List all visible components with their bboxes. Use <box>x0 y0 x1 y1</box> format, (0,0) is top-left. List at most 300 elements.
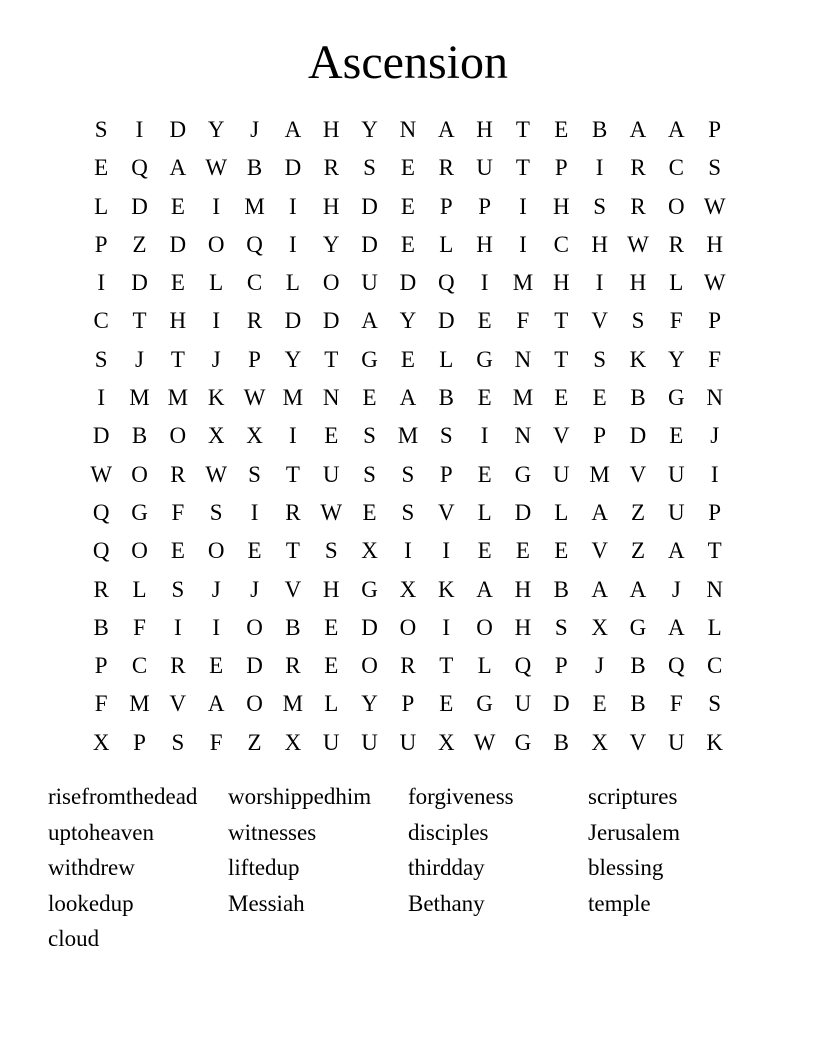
grid-letter[interactable]: C <box>553 231 569 257</box>
grid-letter[interactable]: U <box>668 461 685 487</box>
grid-row <box>82 341 734 379</box>
grid-letter[interactable]: E <box>592 691 607 717</box>
grid-letter[interactable]: S <box>324 538 338 564</box>
grid-letter[interactable]: V <box>591 308 608 334</box>
grid-letter[interactable]: O <box>668 193 685 219</box>
grid-letter[interactable]: D <box>552 691 570 717</box>
grid-letter[interactable]: G <box>514 461 532 487</box>
grid-letter[interactable]: E <box>669 423 684 449</box>
grid-letter[interactable]: F <box>708 346 722 372</box>
grid-letter[interactable]: A <box>284 117 302 142</box>
grid-letter[interactable]: A <box>629 576 647 602</box>
grid-letter[interactable]: U <box>476 155 493 181</box>
grid-letter[interactable]: S <box>593 346 607 372</box>
grid-letter[interactable]: Z <box>132 231 147 257</box>
grid-letter[interactable]: L <box>554 499 569 525</box>
grid-letter[interactable]: H <box>552 193 570 219</box>
grid-letter[interactable]: N <box>706 576 723 602</box>
grid-letter[interactable]: E <box>324 614 339 640</box>
grid-letter[interactable]: T <box>707 538 722 564</box>
word-list-item: disciples <box>408 819 489 845</box>
grid-letter[interactable]: Y <box>322 231 340 257</box>
grid-letter[interactable]: H <box>322 576 340 602</box>
grid-letter[interactable]: D <box>284 308 302 334</box>
grid-letter[interactable]: L <box>669 270 684 296</box>
grid-letter[interactable]: Q <box>668 653 685 679</box>
grid-letter[interactable]: C <box>707 653 723 679</box>
grid-letter[interactable]: U <box>322 461 340 487</box>
grid-letter[interactable]: I <box>289 193 297 219</box>
grid-letter[interactable]: W <box>205 155 228 181</box>
grid-letter[interactable]: L <box>477 499 492 525</box>
grid-letter[interactable]: H <box>476 117 493 142</box>
grid-letter[interactable]: J <box>595 653 605 679</box>
grid-letter[interactable]: P <box>593 423 607 449</box>
word-list-item: Bethany <box>408 890 485 916</box>
grid-letter[interactable]: U <box>322 729 340 755</box>
grid-letter[interactable]: O <box>246 614 263 640</box>
grid-letter[interactable]: L <box>94 193 109 219</box>
grid-letter[interactable]: D <box>92 423 110 449</box>
grid-letter[interactable]: R <box>630 193 646 219</box>
grid-letter[interactable]: V <box>284 576 302 602</box>
grid-letter[interactable]: L <box>285 270 300 296</box>
grid-letter[interactable]: W <box>90 461 113 487</box>
grid-letter[interactable]: N <box>706 385 723 411</box>
grid-letter[interactable]: H <box>514 614 532 640</box>
grid-letter[interactable]: O <box>131 461 148 487</box>
word-list-item: risefromthedead <box>48 784 198 809</box>
grid-letter[interactable]: Q <box>246 231 263 257</box>
grid-row <box>82 609 734 647</box>
grid-letter[interactable]: S <box>363 423 376 449</box>
grid-letter[interactable]: D <box>361 231 378 257</box>
grid-letter[interactable]: S <box>171 576 185 602</box>
grid-letter[interactable]: E <box>170 538 185 564</box>
grid-letter[interactable]: S <box>708 691 722 717</box>
grid-letter[interactable]: R <box>93 576 109 602</box>
grid-letter[interactable]: R <box>438 155 454 181</box>
grid-letter[interactable]: R <box>170 461 186 487</box>
grid-letter[interactable]: L <box>707 614 722 640</box>
grid-letter[interactable]: I <box>250 499 259 525</box>
grid-letter[interactable]: O <box>476 614 493 640</box>
grid-letter[interactable]: K <box>207 385 225 411</box>
grid-letter[interactable]: I <box>442 614 451 640</box>
grid-letter[interactable]: F <box>669 691 683 717</box>
grid-letter[interactable]: T <box>170 346 185 372</box>
grid-letter[interactable]: M <box>129 691 150 717</box>
grid-letter[interactable]: J <box>671 576 681 602</box>
grid-letter[interactable]: J <box>211 576 221 602</box>
grid-letter[interactable]: P <box>248 346 261 372</box>
grid-letter[interactable]: P <box>708 117 722 142</box>
grid-letter[interactable]: Z <box>630 499 646 525</box>
grid-letter[interactable]: V <box>437 499 455 525</box>
grid-letter[interactable]: Y <box>207 117 225 142</box>
grid-letter[interactable]: U <box>668 499 685 525</box>
grid-letter[interactable]: E <box>554 385 569 411</box>
grid-letter[interactable]: P <box>439 461 453 487</box>
grid-letter[interactable]: D <box>629 423 647 449</box>
grid-letter[interactable]: E <box>247 538 262 564</box>
grid-letter[interactable]: O <box>131 538 148 564</box>
grid-letter[interactable]: E <box>554 117 569 142</box>
grid-letter[interactable]: X <box>591 729 608 755</box>
grid-letter[interactable]: E <box>400 346 415 372</box>
grid-letter[interactable]: J <box>250 576 260 602</box>
grid-letter[interactable]: N <box>322 385 340 411</box>
grid-letter[interactable]: P <box>554 653 568 679</box>
grid-letter[interactable]: J <box>710 423 720 449</box>
grid-letter[interactable]: B <box>131 423 148 449</box>
grid-letter[interactable]: P <box>439 193 453 219</box>
grid-letter[interactable]: A <box>169 155 187 181</box>
grid-letter[interactable]: H <box>552 270 570 296</box>
grid-letter[interactable]: X <box>284 729 302 755</box>
grid-letter[interactable]: Z <box>630 538 646 564</box>
grid-letter[interactable]: G <box>476 691 493 717</box>
grid-letter[interactable]: M <box>512 385 534 411</box>
grid-letter[interactable]: Q <box>437 270 455 296</box>
grid-letter[interactable]: I <box>289 423 297 449</box>
grid-letter[interactable]: I <box>97 270 105 296</box>
grid-letter[interactable]: A <box>629 117 647 142</box>
grid-letter[interactable]: W <box>473 729 496 755</box>
word-list-item: Jerusalem <box>588 819 680 845</box>
grid-letter[interactable]: C <box>668 155 684 181</box>
grid-letter[interactable]: A <box>668 614 685 640</box>
grid-letter[interactable]: K <box>437 576 455 602</box>
grid-letter[interactable]: Y <box>668 346 685 372</box>
grid-letter[interactable]: I <box>595 155 604 181</box>
grid-letter[interactable]: B <box>93 614 109 640</box>
grid-letter[interactable]: R <box>285 499 301 525</box>
grid-letter[interactable]: W <box>703 270 726 296</box>
grid-letter[interactable]: Z <box>247 729 262 755</box>
grid-letter[interactable]: E <box>400 231 415 257</box>
grid-letter[interactable]: B <box>630 385 646 411</box>
grid-letter[interactable]: D <box>169 117 187 142</box>
grid-letter[interactable]: S <box>401 499 415 525</box>
grid-letter[interactable]: W <box>627 231 649 257</box>
grid-letter[interactable]: J <box>135 346 144 372</box>
grid-letter[interactable]: F <box>669 308 683 334</box>
word-list-item: scriptures <box>588 784 678 809</box>
grid-letter[interactable]: B <box>630 691 646 717</box>
grid-letter[interactable]: K <box>706 729 723 755</box>
grid-letter[interactable]: Y <box>399 308 417 334</box>
grid-letter[interactable]: B <box>591 117 608 142</box>
grid-letter[interactable]: W <box>205 461 228 487</box>
grid-row <box>82 456 734 494</box>
grid-letter[interactable]: M <box>167 385 189 411</box>
grid-letter[interactable]: I <box>97 385 105 411</box>
grid-letter[interactable]: U <box>514 691 532 717</box>
grid-letter[interactable]: H <box>476 231 493 257</box>
grid-row <box>82 111 734 149</box>
grid-letter[interactable]: S <box>631 308 645 334</box>
grid-letter[interactable]: P <box>554 155 568 181</box>
grid-letter[interactable]: N <box>399 117 417 142</box>
grid-letter[interactable]: M <box>397 423 419 449</box>
grid-letter[interactable]: H <box>322 117 340 142</box>
grid-letter[interactable]: I <box>404 538 412 564</box>
grid-letter[interactable]: D <box>399 270 417 296</box>
grid-letter[interactable]: L <box>324 691 339 717</box>
grid-letter[interactable]: P <box>708 499 722 525</box>
grid-letter[interactable]: S <box>401 461 415 487</box>
grid-letter[interactable]: F <box>516 308 530 334</box>
grid-letter[interactable]: D <box>131 270 148 296</box>
grid-letter[interactable]: U <box>361 729 378 755</box>
grid-letter[interactable]: S <box>593 193 607 219</box>
grid-letter[interactable]: E <box>170 193 185 219</box>
grid-letter[interactable]: A <box>668 538 685 564</box>
grid-letter[interactable]: T <box>439 653 454 679</box>
grid-letter[interactable]: I <box>135 117 144 142</box>
grid-letter[interactable]: H <box>514 576 532 602</box>
grid-letter[interactable]: J <box>211 346 221 372</box>
grid-letter[interactable]: R <box>630 155 646 181</box>
grid-letter[interactable]: I <box>710 461 719 487</box>
grid-letter[interactable]: H <box>629 270 647 296</box>
grid-letter[interactable]: A <box>437 117 455 142</box>
grid-letter[interactable]: D <box>322 308 340 334</box>
grid-letter[interactable]: X <box>437 729 455 755</box>
grid-letter[interactable]: S <box>248 461 261 487</box>
grid-letter[interactable]: P <box>94 653 108 679</box>
grid-letter[interactable]: R <box>170 653 186 679</box>
grid-letter[interactable]: H <box>591 231 608 257</box>
grid-letter[interactable]: T <box>515 117 530 142</box>
grid-letter[interactable]: S <box>363 461 376 487</box>
grid-letter[interactable]: S <box>554 614 568 640</box>
grid-letter[interactable]: M <box>244 193 265 219</box>
grid-letter[interactable]: A <box>399 385 417 411</box>
grid-letter[interactable]: W <box>703 193 726 219</box>
grid-letter[interactable]: I <box>289 231 297 257</box>
grid-letter[interactable]: U <box>399 729 417 755</box>
grid-letter[interactable]: V <box>591 538 608 564</box>
grid-letter[interactable]: X <box>92 729 110 755</box>
grid-letter[interactable]: G <box>131 499 148 525</box>
grid-letter[interactable]: E <box>170 270 185 296</box>
grid-letter[interactable]: G <box>361 346 378 372</box>
grid-letter[interactable]: D <box>437 308 455 334</box>
grid-letter[interactable]: F <box>94 691 108 717</box>
grid-letter[interactable]: B <box>285 614 301 640</box>
grid-letter[interactable]: I <box>480 423 489 449</box>
grid-letter[interactable]: Q <box>514 653 532 679</box>
grid-letter[interactable]: I <box>595 270 604 296</box>
grid-letter[interactable]: H <box>322 193 340 219</box>
grid-letter[interactable]: R <box>668 231 684 257</box>
grid-letter[interactable]: D <box>131 193 148 219</box>
grid-letter[interactable]: D <box>361 614 378 640</box>
grid-letter[interactable]: E <box>477 461 492 487</box>
grid-letter[interactable]: E <box>400 155 415 181</box>
grid-letter[interactable]: P <box>401 691 415 717</box>
grid-letter[interactable]: X <box>399 576 417 602</box>
grid-letter[interactable]: I <box>212 308 221 334</box>
grid-letter[interactable]: L <box>477 653 492 679</box>
grid-letter[interactable]: O <box>169 423 187 449</box>
grid-letter[interactable]: M <box>512 270 534 296</box>
grid-letter[interactable]: I <box>442 538 451 564</box>
grid-letter[interactable]: H <box>169 308 187 334</box>
grid-letter[interactable]: P <box>133 729 146 755</box>
grid-letter[interactable]: G <box>476 346 493 372</box>
grid-letter[interactable]: E <box>362 499 377 525</box>
grid-letter[interactable]: E <box>477 308 492 334</box>
grid-letter[interactable]: T <box>515 155 530 181</box>
grid-letter[interactable]: E <box>94 155 109 181</box>
grid-letter[interactable]: I <box>212 193 221 219</box>
grid-letter[interactable]: T <box>554 308 569 334</box>
grid-letter[interactable]: D <box>169 231 187 257</box>
grid-letter[interactable]: M <box>129 385 150 411</box>
grid-letter[interactable]: S <box>209 499 223 525</box>
grid-letter[interactable]: M <box>282 385 304 411</box>
grid-letter[interactable]: I <box>212 614 221 640</box>
grid-row <box>82 264 734 302</box>
grid-letter[interactable]: C <box>131 653 148 679</box>
grid-letter[interactable]: M <box>589 461 610 487</box>
grid-letter[interactable]: U <box>361 270 378 296</box>
grid-letter[interactable]: B <box>553 576 569 602</box>
grid-letter[interactable]: Q <box>92 538 110 564</box>
grid-letter[interactable]: O <box>207 231 225 257</box>
grid-letter[interactable]: M <box>282 691 304 717</box>
grid-letter[interactable]: E <box>324 423 339 449</box>
grid-letter[interactable]: F <box>171 499 185 525</box>
grid-letter[interactable]: X <box>207 423 225 449</box>
grid-letter[interactable]: N <box>514 423 532 449</box>
word-list-item: witnesses <box>228 819 317 845</box>
grid-letter[interactable]: D <box>246 653 263 679</box>
grid-letter[interactable]: Y <box>284 346 302 372</box>
grid-letter[interactable]: P <box>708 308 722 334</box>
grid-letter[interactable]: Q <box>92 499 110 525</box>
grid-letter[interactable]: G <box>668 385 685 411</box>
grid-letter[interactable]: L <box>439 346 454 372</box>
grid-letter[interactable]: V <box>629 461 647 487</box>
grid-letter[interactable]: X <box>591 614 608 640</box>
grid-letter[interactable]: E <box>592 385 607 411</box>
grid-letter[interactable]: I <box>480 270 489 296</box>
grid-letter[interactable]: W <box>320 499 343 525</box>
grid-letter[interactable]: U <box>552 461 570 487</box>
grid-letter[interactable]: F <box>209 729 223 755</box>
grid-letter[interactable]: O <box>322 270 340 296</box>
grid-letter[interactable]: E <box>324 653 339 679</box>
grid-letter[interactable]: E <box>439 691 454 717</box>
grid-letter[interactable]: S <box>171 729 185 755</box>
grid-letter[interactable]: T <box>285 461 300 487</box>
grid-letter[interactable]: S <box>363 155 376 181</box>
grid-letter[interactable]: E <box>515 538 530 564</box>
grid-letter[interactable]: P <box>478 193 491 219</box>
grid-letter[interactable]: A <box>207 691 225 717</box>
grid-letter[interactable]: A <box>591 576 608 602</box>
grid-letter[interactable]: V <box>552 423 570 449</box>
grid-letter[interactable]: R <box>400 653 416 679</box>
grid-letter[interactable]: E <box>400 193 415 219</box>
grid-letter[interactable]: B <box>553 729 569 755</box>
grid-letter[interactable]: S <box>94 346 108 372</box>
grid-letter[interactable]: A <box>361 308 378 334</box>
grid-letter[interactable]: R <box>323 155 339 181</box>
grid-letter[interactable]: S <box>439 423 453 449</box>
grid-letter[interactable]: J <box>250 117 260 142</box>
grid-letter[interactable]: L <box>209 270 224 296</box>
grid-letter[interactable]: I <box>174 614 182 640</box>
grid-letter[interactable]: E <box>362 385 377 411</box>
grid-letter[interactable]: T <box>324 346 339 372</box>
grid-letter[interactable]: A <box>668 117 685 142</box>
grid-letter[interactable]: G <box>629 614 647 640</box>
grid-letter[interactable]: G <box>361 576 378 602</box>
grid-letter[interactable]: D <box>514 499 532 525</box>
grid-letter[interactable]: L <box>132 576 147 602</box>
grid-letter[interactable]: K <box>629 346 647 372</box>
grid-letter[interactable]: E <box>477 538 492 564</box>
grid-letter[interactable]: A <box>476 576 493 602</box>
grid-letter[interactable]: N <box>514 346 532 372</box>
grid-letter[interactable]: I <box>519 193 527 219</box>
grid-letter[interactable]: O <box>399 614 417 640</box>
grid-letter[interactable]: O <box>246 691 263 717</box>
grid-letter[interactable]: E <box>554 538 569 564</box>
grid-letter[interactable]: E <box>477 385 492 411</box>
grid-letter[interactable]: B <box>438 385 454 411</box>
grid-letter[interactable]: R <box>246 308 263 334</box>
grid-letter[interactable]: O <box>361 653 378 679</box>
grid-letter[interactable]: G <box>514 729 532 755</box>
grid-letter[interactable]: W <box>243 385 266 411</box>
grid-letter[interactable]: Y <box>361 117 378 142</box>
grid-letter[interactable]: R <box>285 653 301 679</box>
grid-letter[interactable]: V <box>629 729 647 755</box>
grid-letter[interactable]: Q <box>131 155 148 181</box>
grid-letter[interactable]: U <box>668 729 685 755</box>
grid-letter[interactable]: T <box>132 308 147 334</box>
grid-letter[interactable]: F <box>133 614 146 640</box>
grid-letter[interactable]: X <box>361 538 378 564</box>
grid-letter[interactable]: O <box>207 538 225 564</box>
grid-letter[interactable]: B <box>246 155 263 181</box>
grid-letter[interactable]: A <box>591 499 608 525</box>
grid-letter[interactable]: I <box>519 231 527 257</box>
grid-letter[interactable]: B <box>630 653 646 679</box>
grid-letter[interactable]: Y <box>361 691 378 717</box>
grid-letter[interactable]: D <box>284 155 302 181</box>
grid-letter[interactable]: T <box>554 346 569 372</box>
grid-letter[interactable]: D <box>361 193 378 219</box>
grid-letter[interactable]: X <box>246 423 263 449</box>
grid-letter[interactable]: C <box>246 270 263 296</box>
grid-letter[interactable]: S <box>708 155 722 181</box>
grid-letter[interactable]: V <box>169 691 187 717</box>
grid-letter[interactable]: T <box>285 538 300 564</box>
grid-letter[interactable]: E <box>209 653 224 679</box>
grid-letter[interactable]: H <box>706 231 723 257</box>
grid-letter[interactable]: S <box>94 117 108 142</box>
grid-letter[interactable]: L <box>439 231 454 257</box>
grid-letter[interactable]: C <box>93 308 109 334</box>
grid-letter[interactable]: P <box>94 231 108 257</box>
